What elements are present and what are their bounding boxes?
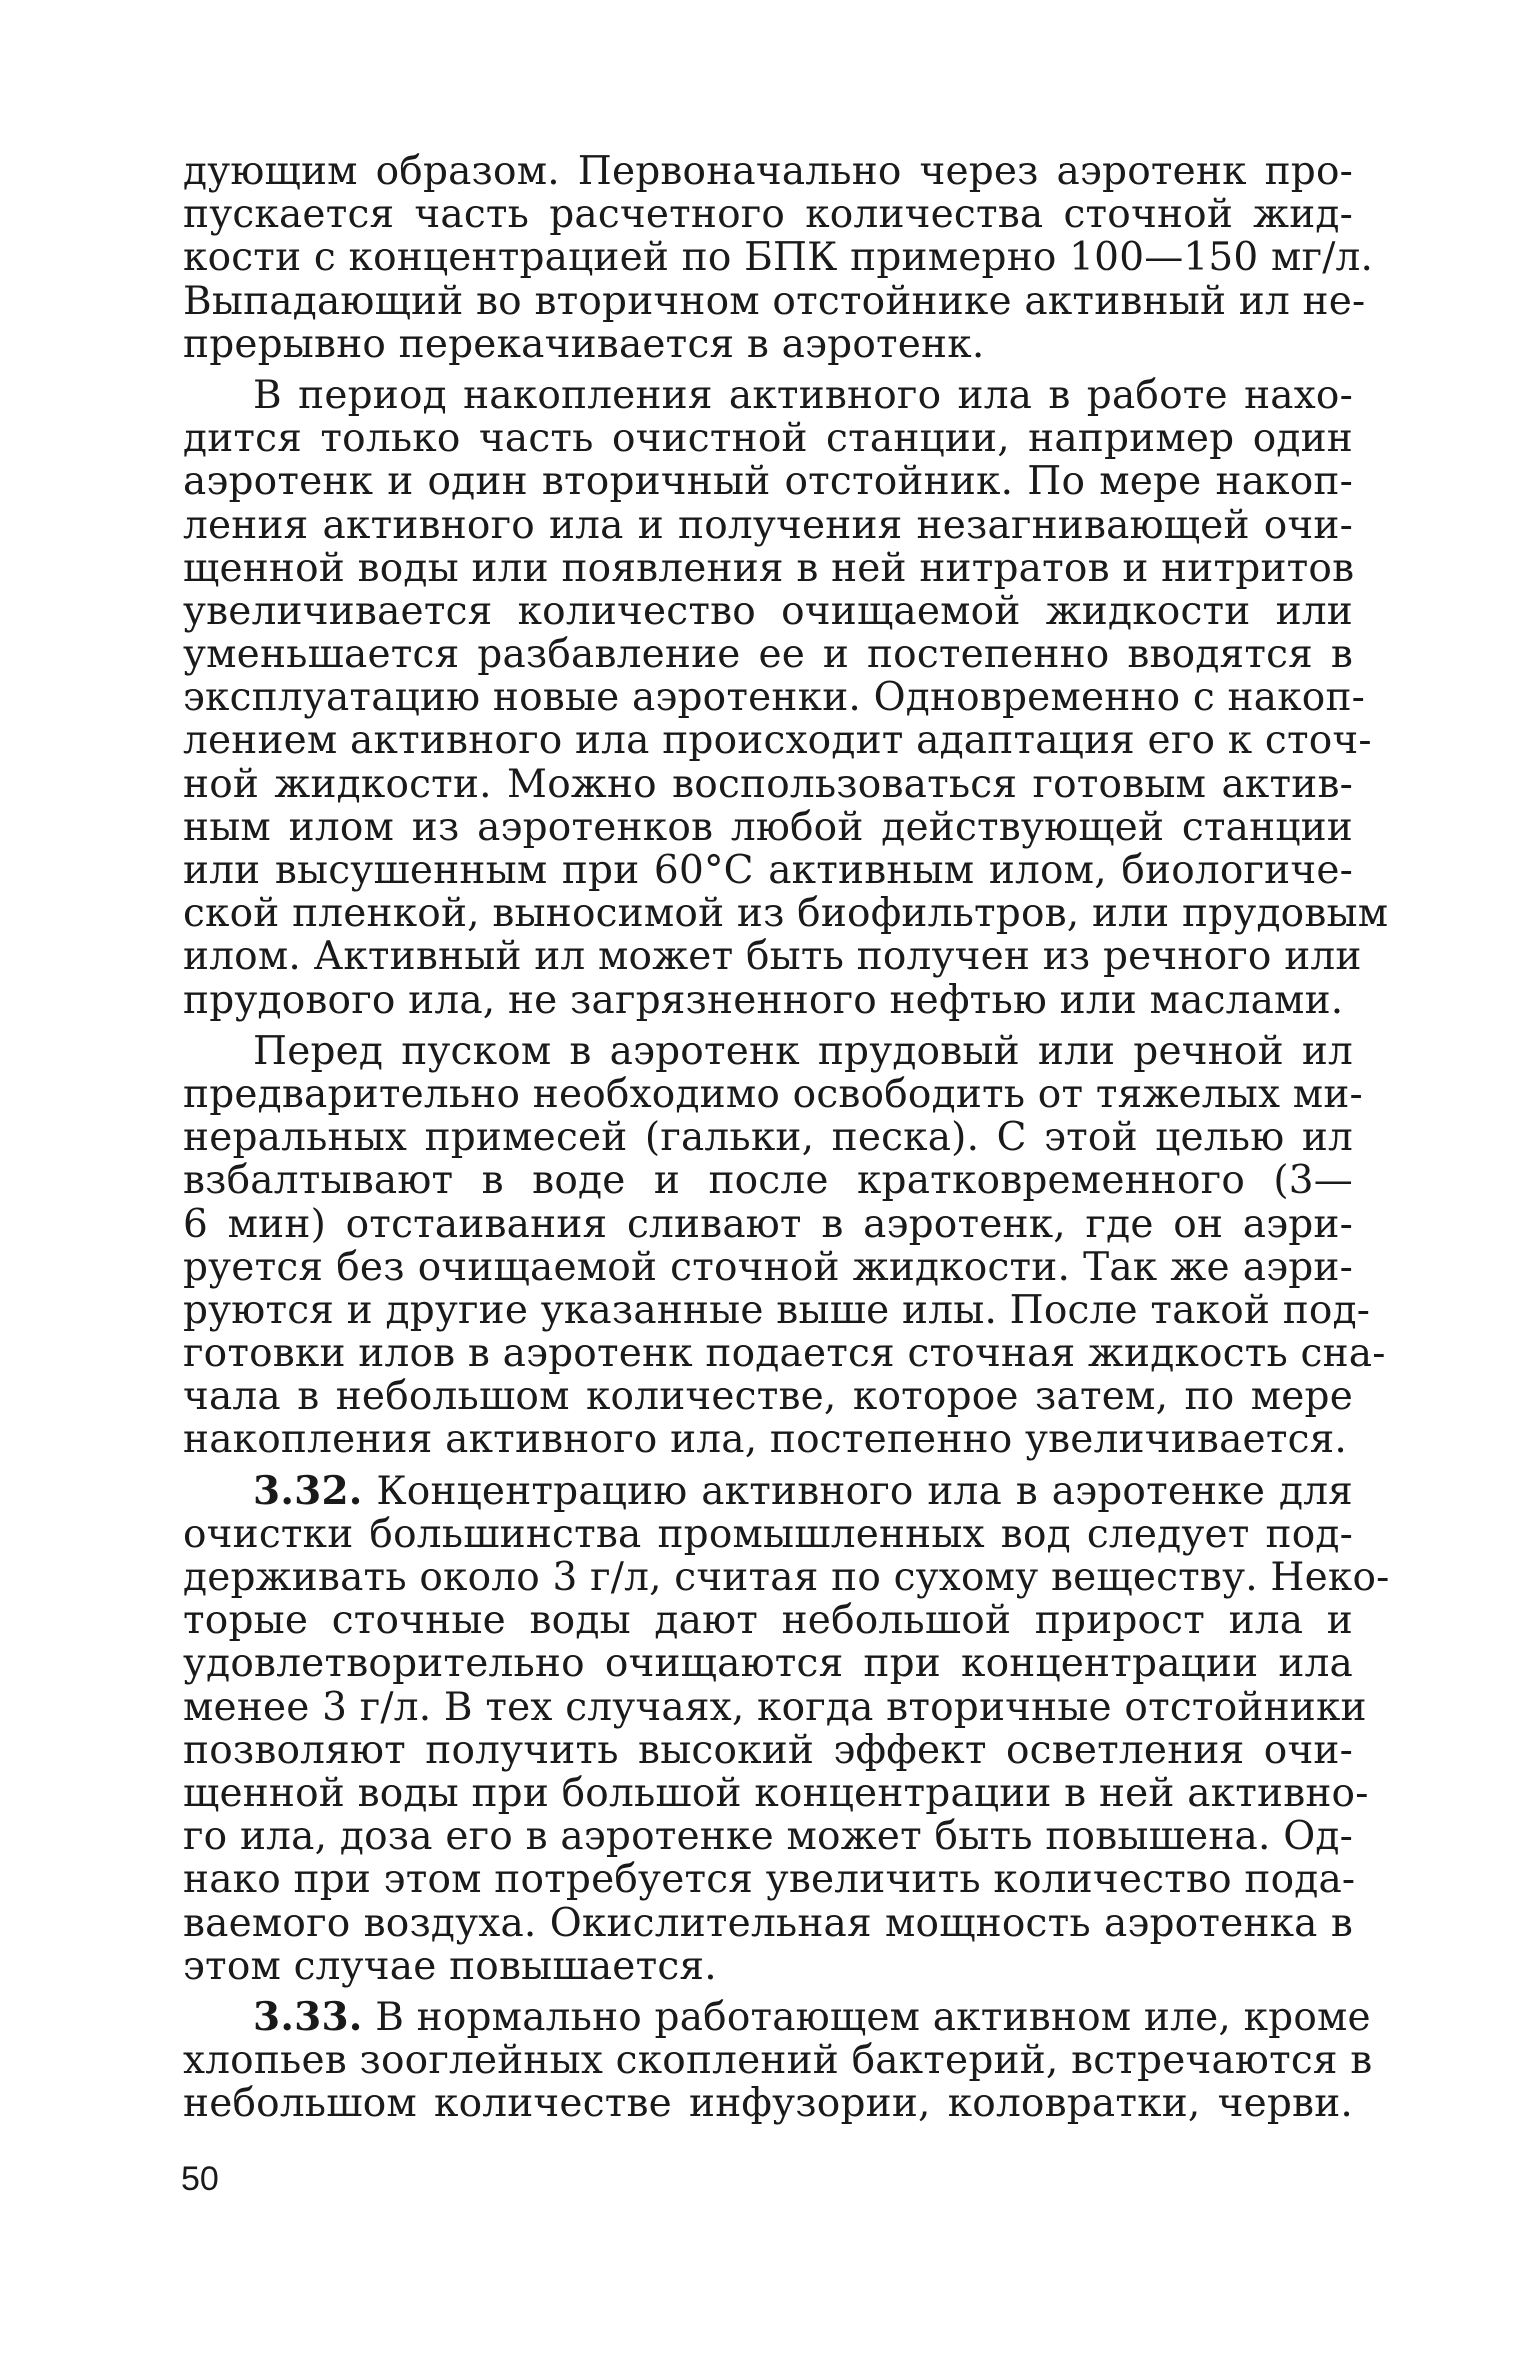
text-body: [183, 149, 1390, 2127]
text-line: 6 мин) отстаивания сливают в аэротенк, где он аэри-: [183, 1201, 1353, 1247]
text-line-content: В нормально работающем активном иле, кроме: [375, 1994, 1371, 2040]
paragraph: [183, 372, 1389, 1023]
text-line: увеличивается количество очищаемой жидкости или: [183, 588, 1353, 634]
text-line: ваемого воздуха. Окислительная мощность аэротенка в: [183, 1900, 1353, 1946]
text-line: илом. Активный ил может быть получен из речного или: [183, 934, 1362, 980]
text-line: аэротенк и один вторичный отстойник. По мере накоп-: [183, 459, 1353, 505]
text-line: ской пленкой, выносимой из биофильтров, или прудовым: [183, 891, 1389, 937]
text-line-content: Концентрацию активного ила в аэротенке для: [376, 1468, 1353, 1514]
text-line: го ила, доза его в аэротенке может быть повышена. Од-: [183, 1814, 1353, 1860]
text-line: готовки илов в аэротенк подается сточная жидкость сна-: [183, 1331, 1386, 1377]
text-line: нако при этом потребуется увеличить количество пода-: [183, 1857, 1356, 1903]
text-line: [183, 1993, 1371, 2040]
text-line: или высушенным при 60°С активным илом, биологиче-: [183, 848, 1353, 893]
paragraph-section-3-32: [183, 1467, 1390, 1989]
section-number: 3.32.: [253, 1467, 363, 1514]
text-line: очистки большинства промышленных вод следует под-: [183, 1511, 1353, 1557]
text-line: щенной воды или появления в ней нитратов и нитритов: [183, 545, 1355, 591]
paragraph: [183, 149, 1374, 367]
text-line: уменьшается разбавление ее и постепенно вводятся в: [183, 632, 1353, 678]
text-line: дующим образом. Первоначально через аэротенк про-: [183, 149, 1353, 194]
text-line: прерывно перекачивается в аэротенк.: [183, 321, 985, 367]
text-line: дится только часть очистной станции, например один: [183, 416, 1353, 462]
text-line: предварительно необходимо освободить от тяжелых ми-: [183, 1071, 1363, 1117]
text-line: Перед пуском в аэротенк прудовый или речной ил: [253, 1028, 1353, 1074]
text-line: ной жидкости. Можно воспользоваться готовым актив-: [183, 761, 1353, 807]
text-line: удовлетворительно очищаются при концентрации ила: [183, 1641, 1353, 1687]
text-line: руются и другие указанные выше илы. После такой под-: [183, 1287, 1371, 1333]
text-line: [183, 1467, 1353, 1514]
text-line: ления активного ила и получения незагнивающей очи-: [183, 502, 1353, 548]
text-line: небольшом количестве инфузории, коловратки, черви.: [183, 2081, 1353, 2127]
paragraph-section-3-33: [183, 1993, 1373, 2127]
text-line: руется без очищаемой сточной жидкости. Так же аэри-: [183, 1244, 1353, 1290]
text-line: кости с концентрацией по БПК примерно 100—150 мг/л.: [183, 235, 1374, 281]
text-line: хлопьев зооглейных скоплений бактерий, встречаются в: [183, 2038, 1373, 2084]
section-number: 3.33.: [253, 1993, 363, 2040]
text-line: лением активного ила происходит адаптация его к сточ-: [183, 718, 1372, 764]
text-line: позволяют получить высокий эффект осветления очи-: [183, 1727, 1353, 1773]
text-line: накопления активного ила, постепенно увеличивается.: [183, 1417, 1348, 1463]
text-line: щенной воды при большой концентрации в ней активно-: [183, 1770, 1369, 1816]
text-line: чала в небольшом количестве, которое затем, по мере: [183, 1374, 1353, 1420]
text-line: пускается часть расчетного количества сточной жид-: [183, 192, 1353, 238]
text-line: торые сточные воды дают небольшой прирост ила и: [183, 1598, 1353, 1644]
paragraph: [183, 1028, 1386, 1463]
text-line: держивать около 3 г/л, считая по сухому веществу. Неко-: [183, 1555, 1390, 1600]
text-line: В период накопления активного ила в работе нахо-: [253, 372, 1353, 418]
text-line: менее 3 г/л. В тех случаях, когда вторичные отстойники: [183, 1684, 1367, 1730]
text-line: ным илом из аэротенков любой действующей станции: [183, 804, 1353, 850]
text-line: прудового ила, не загрязненного нефтью или маслами.: [183, 977, 1344, 1023]
text-line: взбалтывают в воде и после кратковременного (3—: [183, 1158, 1353, 1204]
text-line: эксплуатацию новые аэротенки. Одновременно с накоп-: [183, 675, 1366, 721]
text-line: неральных примесей (гальки, песка). С этой целью ил: [183, 1115, 1353, 1161]
page-number: 50: [181, 2160, 219, 2198]
text-line: Выпадающий во вторичном отстойнике активный ил не-: [183, 278, 1366, 324]
text-line: этом случае повышается.: [183, 1943, 717, 1989]
